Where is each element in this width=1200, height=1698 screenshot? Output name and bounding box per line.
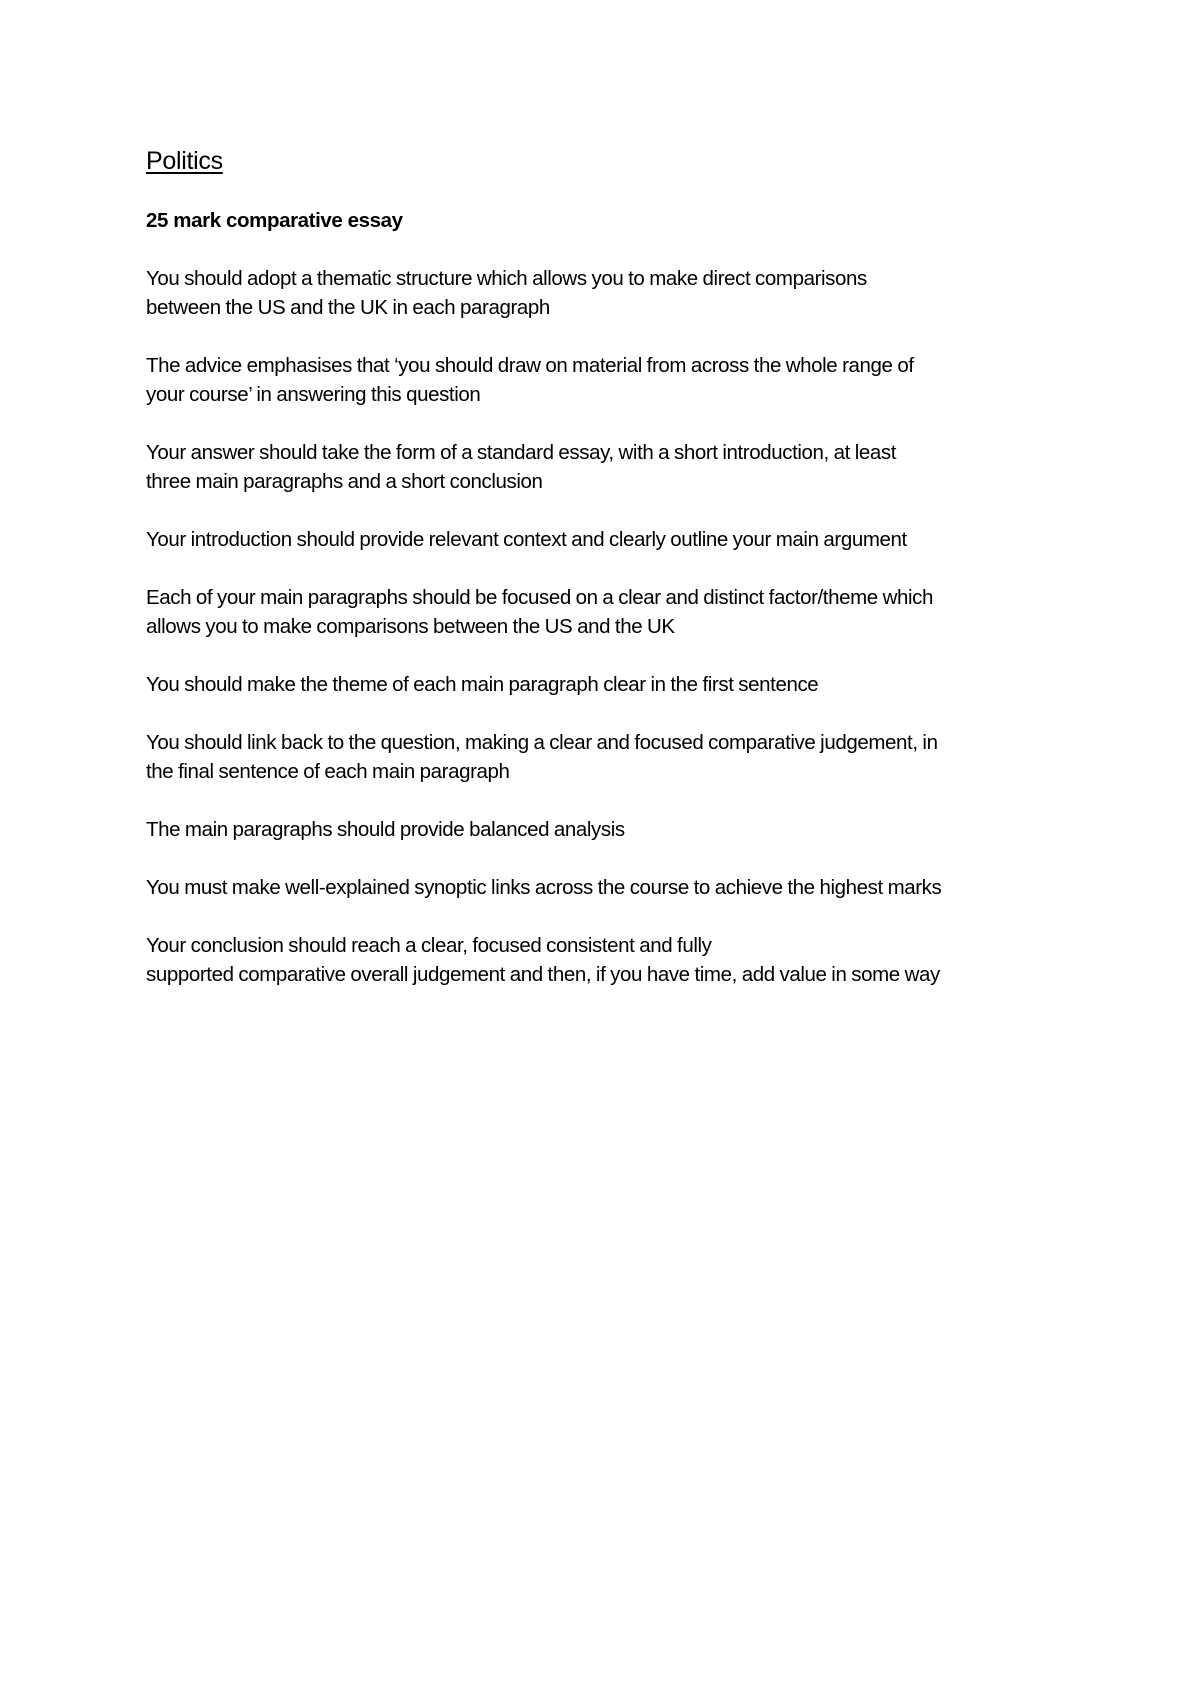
paragraph-conclusion (146, 931, 1086, 989)
paragraph-line: three main paragraphs and a short conclusion (146, 470, 543, 493)
paragraph-link-back (146, 728, 1086, 786)
paragraph-line: your course’ in answering this question (146, 383, 481, 406)
paragraph-line: The advice emphasises that ‘you should draw on material from across the whole range of (146, 354, 914, 377)
paragraph-essay-form (146, 438, 1086, 496)
paragraph-line: You must make well-explained synoptic links across the course to achieve the highest marks (146, 876, 942, 899)
paragraph-line: You should adopt a thematic structure which allows you to make direct comparisons (146, 267, 867, 290)
paragraph-line: supported comparative overall judgement and then, if you have time, add value in some way (146, 963, 940, 986)
paragraph-line: The main paragraphs should provide balanced analysis (146, 818, 625, 841)
paragraph-line: allows you to make comparisons between the US and the UK (146, 615, 675, 638)
paragraph-advice (146, 351, 1086, 409)
paragraph-balanced-analysis (146, 815, 1086, 844)
paragraph-introduction (146, 525, 1086, 554)
paragraph-main-paragraphs (146, 583, 1086, 641)
paragraph-line: You should make the theme of each main paragraph clear in the first sentence (146, 673, 819, 696)
paragraph-line: Your introduction should provide relevant context and clearly outline your main argument (146, 528, 907, 551)
paragraph-line: You should link back to the question, making a clear and focused comparative judgement, in (146, 731, 938, 754)
paragraph-line: Your conclusion should reach a clear, focused consistent and fully (146, 934, 712, 957)
paragraph-line: between the US and the UK in each paragraph (146, 296, 550, 319)
paragraph-theme-first-sentence (146, 670, 1086, 699)
document-subtitle: 25 mark comparative essay (146, 209, 403, 232)
paragraph-line: the final sentence of each main paragraph (146, 760, 510, 783)
paragraph-thematic-structure (146, 264, 1086, 322)
paragraph-line: Your answer should take the form of a standard essay, with a short introduction, at least (146, 441, 897, 464)
document-content (146, 146, 1086, 1018)
document-title: Politics (146, 147, 223, 175)
paragraph-synoptic-links (146, 873, 1086, 902)
paragraph-line: Each of your main paragraphs should be focused on a clear and distinct factor/theme which (146, 586, 933, 609)
